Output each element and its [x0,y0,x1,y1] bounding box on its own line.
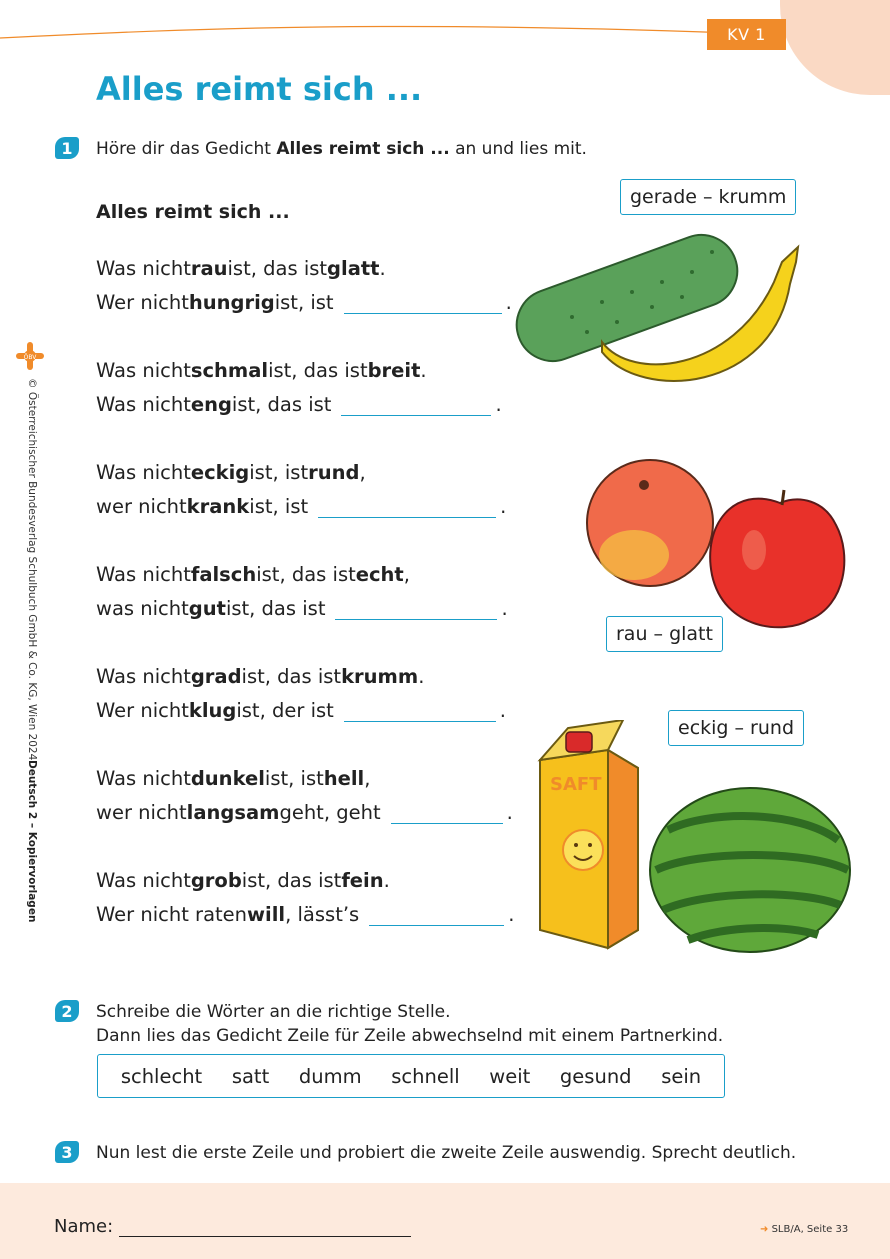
rhyme-word: will [247,903,286,926]
task-number-1: 1 [55,137,79,159]
task-3-instruction: Nun lest die erste Zeile und probiert die zweite Zeile auswendig. Sprecht deutlich. [96,1143,797,1163]
line-end-period: . [506,801,513,824]
poem-text: Wer nicht raten [96,903,248,926]
poem-line-fill [96,284,512,314]
answer-blank[interactable] [341,397,491,416]
poem-line-fill [96,386,502,416]
poem-text: . [420,359,427,382]
poem-text: ist, das ist [231,393,332,416]
answer-blank[interactable] [344,703,496,722]
rhyme-word: dunkel [190,767,265,790]
tag-eckig-rund: eckig – rund [668,710,804,746]
rhyme-word: langsam [186,801,280,824]
task-number-3: 3 [55,1141,79,1163]
rhyme-word: echt [355,563,404,586]
poem-text: ist, das ist [225,597,326,620]
carton-label: SAFT [550,774,602,795]
worksheet-badge: KV 1 [707,19,786,50]
juice-watermelon-illustration [528,720,858,980]
publisher-logo-text: ÖBV [23,354,37,361]
rhyme-word: krank [186,495,250,518]
line-end-period: . [499,699,506,722]
arrow-right-icon: ➜ [760,1224,769,1235]
poem-text: Was nicht [96,257,191,280]
word-bank-item: weit [489,1064,531,1088]
rhyme-word: gut [188,597,226,620]
poem-title: Alles reimt sich ... [96,201,290,223]
sidebar-book-wrap [24,760,40,923]
poem-line-given [96,250,386,280]
poem-text: geht, geht [279,801,381,824]
poem-text: ist, ist [264,767,324,790]
poem-line-given [96,454,366,484]
word-bank-item: dumm [298,1064,362,1088]
word-bank-item: schnell [391,1064,460,1088]
page-title: Alles reimt sich ... [96,70,423,108]
word-bank-item: sein [661,1064,702,1088]
poem-line-fill [96,896,514,926]
answer-blank[interactable] [318,499,496,518]
task-2-instruction [96,1000,723,1048]
poem-text: ist, das ist [256,563,356,586]
rhyme-word: krumm [341,665,419,688]
word-bank [97,1054,725,1098]
task-1-instruction: Höre dir das Gedicht Alles reimt sich ... an und lies mit. [96,139,587,159]
poem-text: wer nicht [96,495,187,518]
poem-text: Was nicht [96,665,191,688]
task-2-line-2: Dann lies das Gedicht Zeile für Zeile abwechselnd mit einem Partnerkind. [96,1026,724,1046]
poem-text: Was nicht [96,393,191,416]
poem-text: . [379,257,386,280]
publisher-logo-icon [16,342,48,382]
word-bank-item: gesund [559,1064,632,1088]
rhyme-word: glatt [327,257,380,280]
poem-text: ist, das ist [241,665,342,688]
watermelon-icon [650,788,850,952]
peach-apple-illustration [584,455,849,635]
poem-text: Was nicht [96,359,191,382]
poem-line-given [96,352,427,382]
rhyme-word: hungrig [188,291,275,314]
poem-text: wer nicht [96,801,187,824]
name-field[interactable] [54,1216,411,1237]
line-end-period: . [508,903,515,926]
poem-text: was nicht [96,597,189,620]
poem-line-fill [96,794,513,824]
tag-rau-glatt: rau – glatt [606,616,723,652]
poem-text: . [383,869,390,892]
cucumber-banana-illustration [512,222,812,402]
reference-text: SLB/A, Seite 33 [771,1224,849,1235]
rhyme-word: breit [367,359,421,382]
answer-blank[interactable] [344,295,502,314]
juice-carton-icon [540,720,638,948]
poem-line-given [96,760,370,790]
poem-text: , lässt’s [285,903,360,926]
answer-blank[interactable] [335,601,497,620]
poem-text: , [359,461,366,484]
poem-text: , [403,563,410,586]
poem-line-given [96,658,424,688]
poem-line-given [96,556,410,586]
word-bank-item: satt [231,1064,270,1088]
task-2-line-1: Schreibe die Wörter an die richtige Stelle. [96,1002,451,1022]
rhyme-word: schmal [190,359,269,382]
line-end-period: . [495,393,502,416]
poem-text: , [364,767,371,790]
rhyme-word: grob [190,869,242,892]
rhyme-word: rund [308,461,360,484]
line-end-period: . [505,291,512,314]
poem-line-fill [96,692,506,722]
poem-text: Was nicht [96,461,191,484]
page-reference [760,1224,848,1235]
book-title: Deutsch 2 – Kopiervorlagen [26,760,38,923]
poem-text: Was nicht [96,767,191,790]
poem-text: Wer nicht [96,699,189,722]
name-label: Name: [54,1216,114,1237]
name-write-line[interactable] [119,1220,411,1237]
poem-text: ist, der ist [236,699,334,722]
apple-icon [710,490,844,627]
rhyme-word: falsch [190,563,257,586]
rhyme-word: grad [190,665,242,688]
word-bank-item: schlecht [120,1064,203,1088]
poem-text: ist, das ist [241,869,342,892]
line-end-period: . [501,597,508,620]
poem-text: Was nicht [96,563,191,586]
poem-line-given [96,862,390,892]
rhyme-word: eng [190,393,232,416]
poem-text: ist, das ist [227,257,328,280]
corner-decoration [780,0,890,95]
rhyme-word: klug [188,699,237,722]
rhyme-word: hell [323,767,365,790]
answer-blank[interactable] [369,907,504,926]
poem-line-fill [96,488,506,518]
poem-text: ist, ist [249,461,309,484]
rhyme-word: eckig [190,461,250,484]
poem-text: . [418,665,425,688]
poem-text: ist, ist [274,291,334,314]
task-number-2: 2 [55,1000,79,1022]
poem-text: Was nicht [96,869,191,892]
sidebar-copyright-wrap [24,378,40,761]
poem-line-fill [96,590,508,620]
poem-text: ist, das ist [268,359,368,382]
rhyme-word: rau [190,257,228,280]
rhyme-word: fein [341,869,384,892]
poem-text: Wer nicht [96,291,189,314]
answer-blank[interactable] [391,805,503,824]
peach-icon [587,460,713,586]
tag-gerade-krumm: gerade – krumm [620,179,796,215]
poem-text: ist, ist [249,495,309,518]
copyright-text: © Österreichischer Bundesverlag Schulbuch GmbH & Co. KG, Wien 2024 [26,378,38,761]
line-end-period: . [500,495,507,518]
